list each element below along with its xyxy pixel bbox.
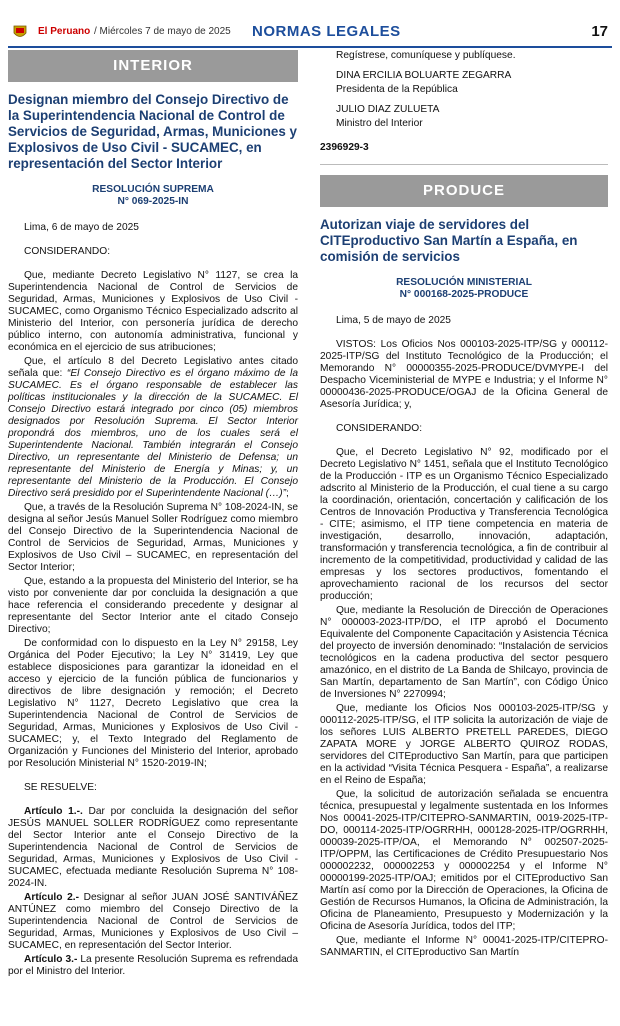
page-number: 17 <box>591 23 608 40</box>
article-2: Artículo 2.- Designar al señor JUAN JOSÉ SANTIVÁÑEZ ANTÚNEZ como miembro del Consejo Directivo de la Superintendencia Nacional de Control de Servicios de Seguridad, Armas, Municiones y Explosivos de Uso Civil – SUCAMEC, en representación del Sector Interior. <box>8 892 298 951</box>
paragraph: De conformidad con lo dispuesto en la Ley N° 29158, Ley Orgánica del Poder Ejecutivo; la Ley N° 31419, Ley que establece disposiciones para garantizar la idoneidad en el acceso y ejercicio de la función pública de funcionarios y directivos de libre designación y remoción; el Decreto Legislativo N° 1127, Decreto Legislativo que crea la Superintendencia Nacional de Control de Servicios de Seguridad, Armas, Municiones y Explosivos de Uso Civil - SUCAMEC; y, el Texto Integrado del Reglamento de Organización y Funciones del Ministerio del Interior, aprobado por Resolución Ministerial N° 1520-2019-IN; <box>8 638 298 769</box>
paragraph: Que, mediante la Resolución de Dirección de Operaciones N° 000003-2023-ITP/DO, el ITP aprobó el Documento Equivalente del Componente Capacitación y Asistencia Técnica del proyecto de inversión denominado: “Instalación de servicios tecnológicos en la cadena productiva del sector pesquero amazónico, en el distrito de La Banda de Shilcayo, provincia de San Martín, departamento de San Martín”, con Código Único de Inversiones N° 2270994; <box>320 605 608 700</box>
left-column <box>8 50 298 980</box>
paragraph: Que, estando a la propuesta del Ministerio del Interior, se ha visto por conveniente dar por concluida la designación a que hace referencia el considerando precedente y designar al representante del Sector Interior ante el citado Consejo Directivo; <box>8 576 298 635</box>
signatory-name: JULIO DIAZ ZULUETA <box>336 104 440 115</box>
section-banner-interior: INTERIOR <box>8 50 298 82</box>
coat-of-arms-icon <box>12 24 28 40</box>
article-3: Artículo 3.- La presente Resolución Suprema es refrendada por el Ministro del Interior. <box>8 954 298 977</box>
publication-name: El Peruano <box>38 26 91 37</box>
issue-date: / Miércoles 7 de mayo de 2025 <box>94 26 231 37</box>
article-headline: Designan miembro del Consejo Directivo de la Superintendencia Nacional de Control de Servicios de Seguridad, Armas, Municiones y Explosivos de Uso Civil - SUCAMEC, en representación del Sector Interior <box>8 92 297 171</box>
section-banner-produce: PRODUCE <box>320 175 608 207</box>
signatory-name: DINA ERCILIA BOLUARTE ZEGARRA <box>336 70 512 81</box>
section-title: NORMAS LEGALES <box>252 23 401 40</box>
article-headline: Autorizan viaje de servidores del CITEproductivo San Martín a España, en comisión de servicios <box>320 217 578 264</box>
resolution-type: RESOLUCIÓN SUPREMA <box>92 184 214 195</box>
paragraph: Que, la solicitud de autorización señalada se encuentra técnica, presupuestal y legalmente sustentada en los Informes Nos 00041-2025-ITP/CITEPRO-SANMARTIN, 0019-2025-ITP-DO, 000114-2025-ITP/OGRRHH, 000128-2025-ITP/OGRRHH, 000039-2025-ITP/OA, el Memorando N° 002507-2025-ITP/OPPM, las Certificaciones de Crédito Presupuestario Nos 000002232, 000002253 y 000002254 y el Informe N° 00000199-2025-ITP/OAJ; emitidos por el CITEproductivo San Martín así como por la Dirección de Operaciones, la Oficina de Gestión de Recursos Humanos, la Oficina de Administración, la Oficina de Planeamiento, Presupuesto y Modernización y la Oficina de Asesoría Jurídica, todos del ITP; <box>320 789 608 932</box>
paragraph: Que, mediante Decreto Legislativo N° 1127, se crea la Superintendencia Nacional de Control de Servicios de Seguridad, Armas, Municiones y Explosivos de Uso Civil - SUCAMEC, como Organismo Técnico Especializado adscrito al Ministerio del Interior, con personería jurídica de derecho público interno, con autonomía administrativa, funcional y económica en el ejercicio de sus atribuciones; <box>8 270 298 353</box>
header-rule <box>8 46 612 48</box>
divider <box>320 164 608 165</box>
paragraph: Que, mediante los Oficios Nos 000103-2025-ITP/SG y 000112-2025-ITP/SG, el ITP solicita la autorización de viaje de los señores LUIS ALBERTO PRETELL PAREDES, DIEGO ZAPATA MORE y JORGE ALBERTO QUIROZ RODAS, servidores del CITEproductivo San Martín, para que participen en la actividad “Visita Técnica Pesquera - España”, a realizarse en el Reino de España; <box>320 703 608 786</box>
considerando-heading: CONSIDERANDO: <box>24 246 111 257</box>
resolution-number: N° 000168-2025-PRODUCE <box>399 289 529 300</box>
signatory-role: Ministro del Interior <box>336 118 423 129</box>
vistos-paragraph: VISTOS: Los Oficios Nos 000103-2025-ITP/SG y 000112-2025-ITP/SG del Instituto Tecnológico de la Producción; el Memorando N° 00000355-2025-PRODUCE/DVMYPE-I del Despacho Viceministerial de MYPE e Industria; y el Informe N° 00000436-2025-PRODUCE/OGAJ de la Oficina General de Asesoría Jurídica; y, <box>320 339 608 410</box>
resolution-number: N° 069-2025-IN <box>117 196 189 207</box>
resolution-type: RESOLUCIÓN MINISTERIAL <box>396 277 532 288</box>
page-header <box>8 20 612 44</box>
right-column <box>320 50 608 961</box>
article-1: Artículo 1.-. Dar por concluida la designación del señor JESÚS MANUEL SOLLER RODRÍGUEZ como representante del Sector Interior ante el Consejo Directivo de la Superintendencia Nacional de Control de Servicios de Seguridad, Armas, Municiones y Explosivos de Uso Civil - SUCAMEC, efectuada mediante Resolución Suprema N° 108-2024-IN. <box>8 806 298 889</box>
signatory-role: Presidenta de la República <box>336 84 458 95</box>
paragraph: Que, el Decreto Legislativo N° 92, modificado por el Decreto Legislativo N° 1451, señala que el Instituto Tecnológico de la Producción - ITP es un Organismo Técnico Especializado adscrito al Ministerio de la Producción, el cual tiene a su cargo la coordinación, orientación, concertación y calificación de los Centros de Innovación Productiva y Transferencia Tecnológica - CITE; asimismo, el ITP tiene competencia en materia de investigación, desarrollo, innovación, adaptación, transformación y transferencia tecnológica, a fin de contribuir al incremento de la competitividad, productividad y calidad de las empresas y los sectores productivos, fomentando el aprovechamiento racional de los recursos del sector producción; <box>320 447 608 602</box>
paragraph: Que, mediante el Informe N° 00041-2025-ITP/CITEPRO-SANMARTIN, el CITEproductivo San Martín <box>320 935 608 958</box>
paragraph: Que, el artículo 8 del Decreto Legislativo antes citado señala que: “El Consejo Directivo es el órgano máximo de la SUCAMEC. Es el órgano responsable de establecer las políticas institucionales y la dirección de la SUCAMEC. El Consejo Directivo estará integrado por cinco (05) miembros designados por Resolución Suprema. El Sector Interior propondrá dos miembros, uno de los cuales será el Superintendente Nacional. También integrarán el Consejo Directivo, un representante del Ministerio de Defensa; un representante del Ministerio de Energía y Minas; y, un representante del Ministerio de la Producción. El Consejo Directivo será presidido por el Superintendente Nacional (…)”; <box>8 356 298 499</box>
paragraph: Que, a través de la Resolución Suprema N° 108-2024-IN, se designa al señor Jesús Manuel Soller Rodríguez como miembro del Consejo Directivo de la Superintendencia Nacional de Control de Servicios de Seguridad, Armas, Municiones y Explosivos de Uso Civil – SUCAMEC, en representación del Sector Interior; <box>8 502 298 573</box>
considerando-heading: CONSIDERANDO: <box>336 423 423 434</box>
place-date: Lima, 5 de mayo de 2025 <box>336 315 451 326</box>
closing-formula: Regístrese, comuníquese y publíquese. <box>336 50 516 61</box>
resolves-heading: SE RESUELVE: <box>24 782 97 793</box>
reference-code: 2396929-3 <box>320 142 369 153</box>
place-date: Lima, 6 de mayo de 2025 <box>24 222 139 233</box>
